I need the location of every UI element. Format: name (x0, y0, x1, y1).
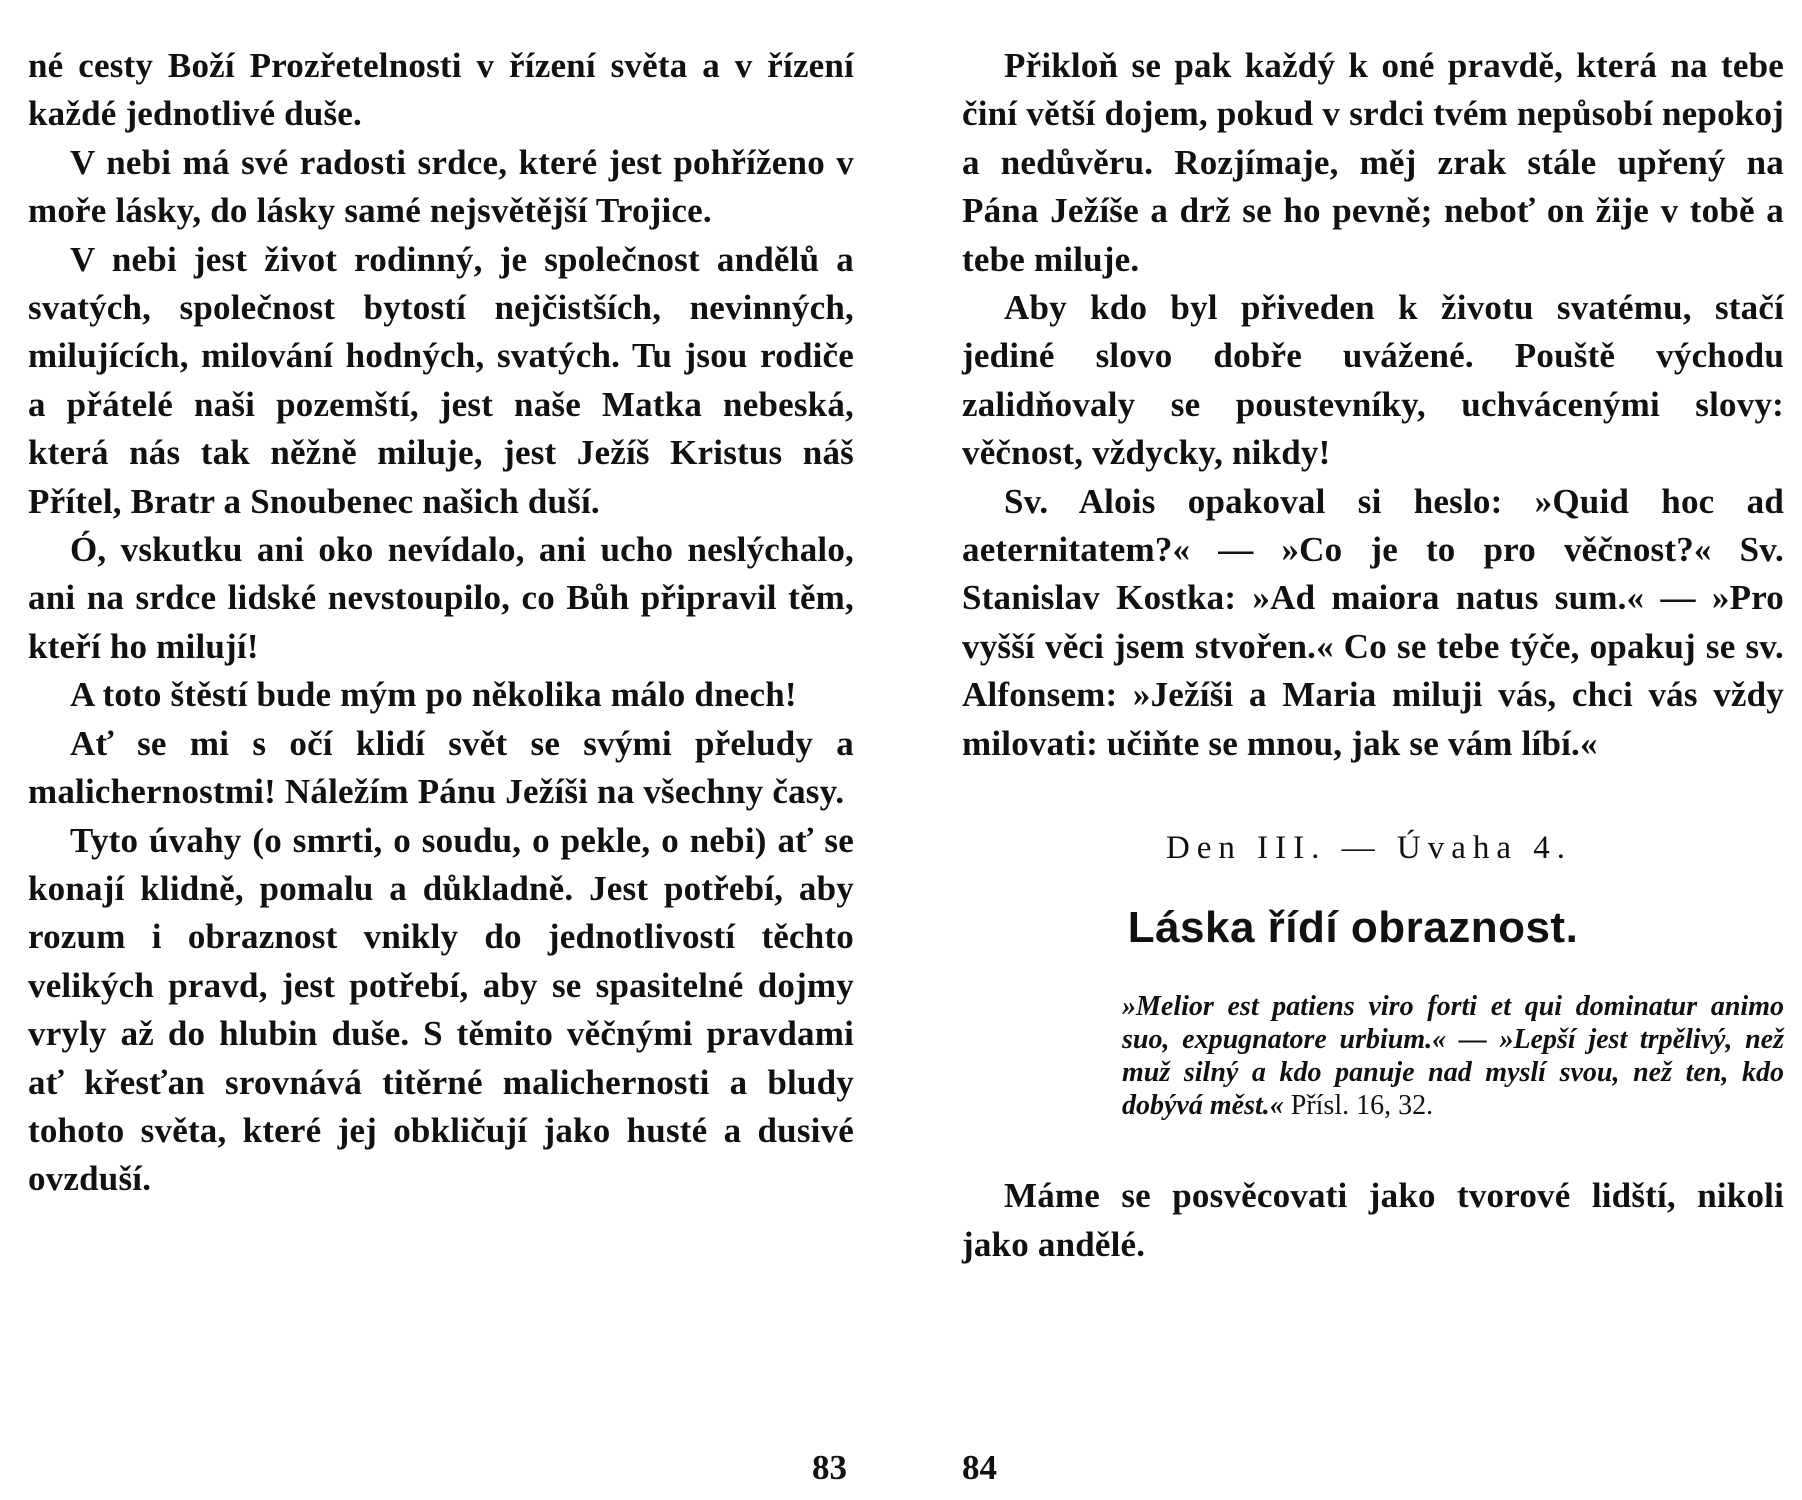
left-paragraph-2: V nebi má své radosti srdce, které jest pohříženo v moře lásky, do lásky samé nejsvětější Trojice. (28, 142, 854, 231)
left-paragraph-5: A toto štěstí bude mým po několika málo dnech! (70, 675, 797, 715)
motto-reference: Přísl. 16, 32. (1290, 1090, 1434, 1122)
left-paragraph-6: Ať se mi s očí klidí svět se svými přeludy a malichernostmi! Náležím Pánu Ježíši na všechny časy. (28, 723, 854, 812)
left-paragraph-1: né cesty Boží Prozřetelnosti v řízení světa a v řízení každé jednotlivé duše. (28, 46, 854, 134)
left-paragraph-7: Tyto úvahy (o smrti, o soudu, o pekle, o nebi) ať se konají klidně, pomalu a důkladně. Jest potřebí, aby rozum i obraznost vnikly do jednotlivostí těchto velikých pravd, jest potřebí, aby se spasitelné dojmy vryly až do hlubin duše. S těmito věčnými pravdami ať křesťan srovnává titěrné malichernosti a bludy tohoto světa, které jej obkličují jako husté a dusivé ovzduší. (28, 820, 854, 1199)
right-paragraph-2: Aby kdo byl přiveden k životu svatému, stačí jediné slovo dobře uvážené. Pouště východu zalidňovaly se poustevníky, uchvácenými slovy: věčnost, vždycky, nikdy! (962, 288, 1784, 473)
section-heading: Den III. — Úvaha 4. (1165, 830, 1573, 867)
left-paragraph-3: V nebi jest život rodinný, je společnost andělů a svatých, společnost bytostí nejčistších, nevinných, milujících, milování hodných, svatých. Tu jsou rodiče a přátelé naši pozemští, jest naše Matka nebeská, která nás tak něžně miluje, jest Ježíš Kristus náš Přítel, Bratr a Snoubenec našich duší. (28, 239, 854, 521)
closing-paragraph: Máme se posvěcovati jako tvorové lidští, nikoli jako andělé. (962, 1176, 1784, 1264)
section-title: Láska řídí obraznost. (1127, 903, 1579, 953)
right-paragraph-1: Přikloň se pak každý k oné pravdě, která na tebe činí větší dojem, pokud v srdci tvém nepůsobí nepokoj a nedůvěru. Rozjímaje, měj zrak stále upřený na Pána Ježíše a drž se ho pevně; neboť on žije v tobě a tebe miluje. (962, 46, 1784, 279)
right-paragraph-3: Sv. Alois opakoval si heslo: »Quid hoc ad aeternitatem?« — »Co je to pro věčnost?« Sv. Stanislav Kostka: »Ad maiora natus sum.« — »Pro vyšší věci jsem stvořen.« Co se tebe týče, opakuj se sv. Alfonsem: »Ježíši a Maria miluji vás, chci vás vždy milovati: učiňte se mnou, jak se vám líbí.« (962, 481, 1784, 763)
right-page (962, 42, 1784, 1269)
left-page (28, 42, 854, 1204)
motto-text: »Melior est patiens viro forti et qui dominatur animo suo, expugnatore urbium.« — »Lepší jest trpělivý, než muž silný a kdo panuje nad myslí svou, než ten, kdo dobývá měst.« (1122, 991, 1784, 1122)
motto-quote (1122, 990, 1784, 1122)
page-number-left: 83 (812, 1448, 847, 1487)
left-paragraph-4: Ó, vskutku ani oko nevídalo, ani ucho neslýchalo, ani na srdce lidské nevstoupilo, co Bůh připravil těm, kteří ho milují! (28, 530, 854, 666)
page-number-right: 84 (962, 1448, 997, 1487)
right-body (962, 1172, 1784, 1269)
